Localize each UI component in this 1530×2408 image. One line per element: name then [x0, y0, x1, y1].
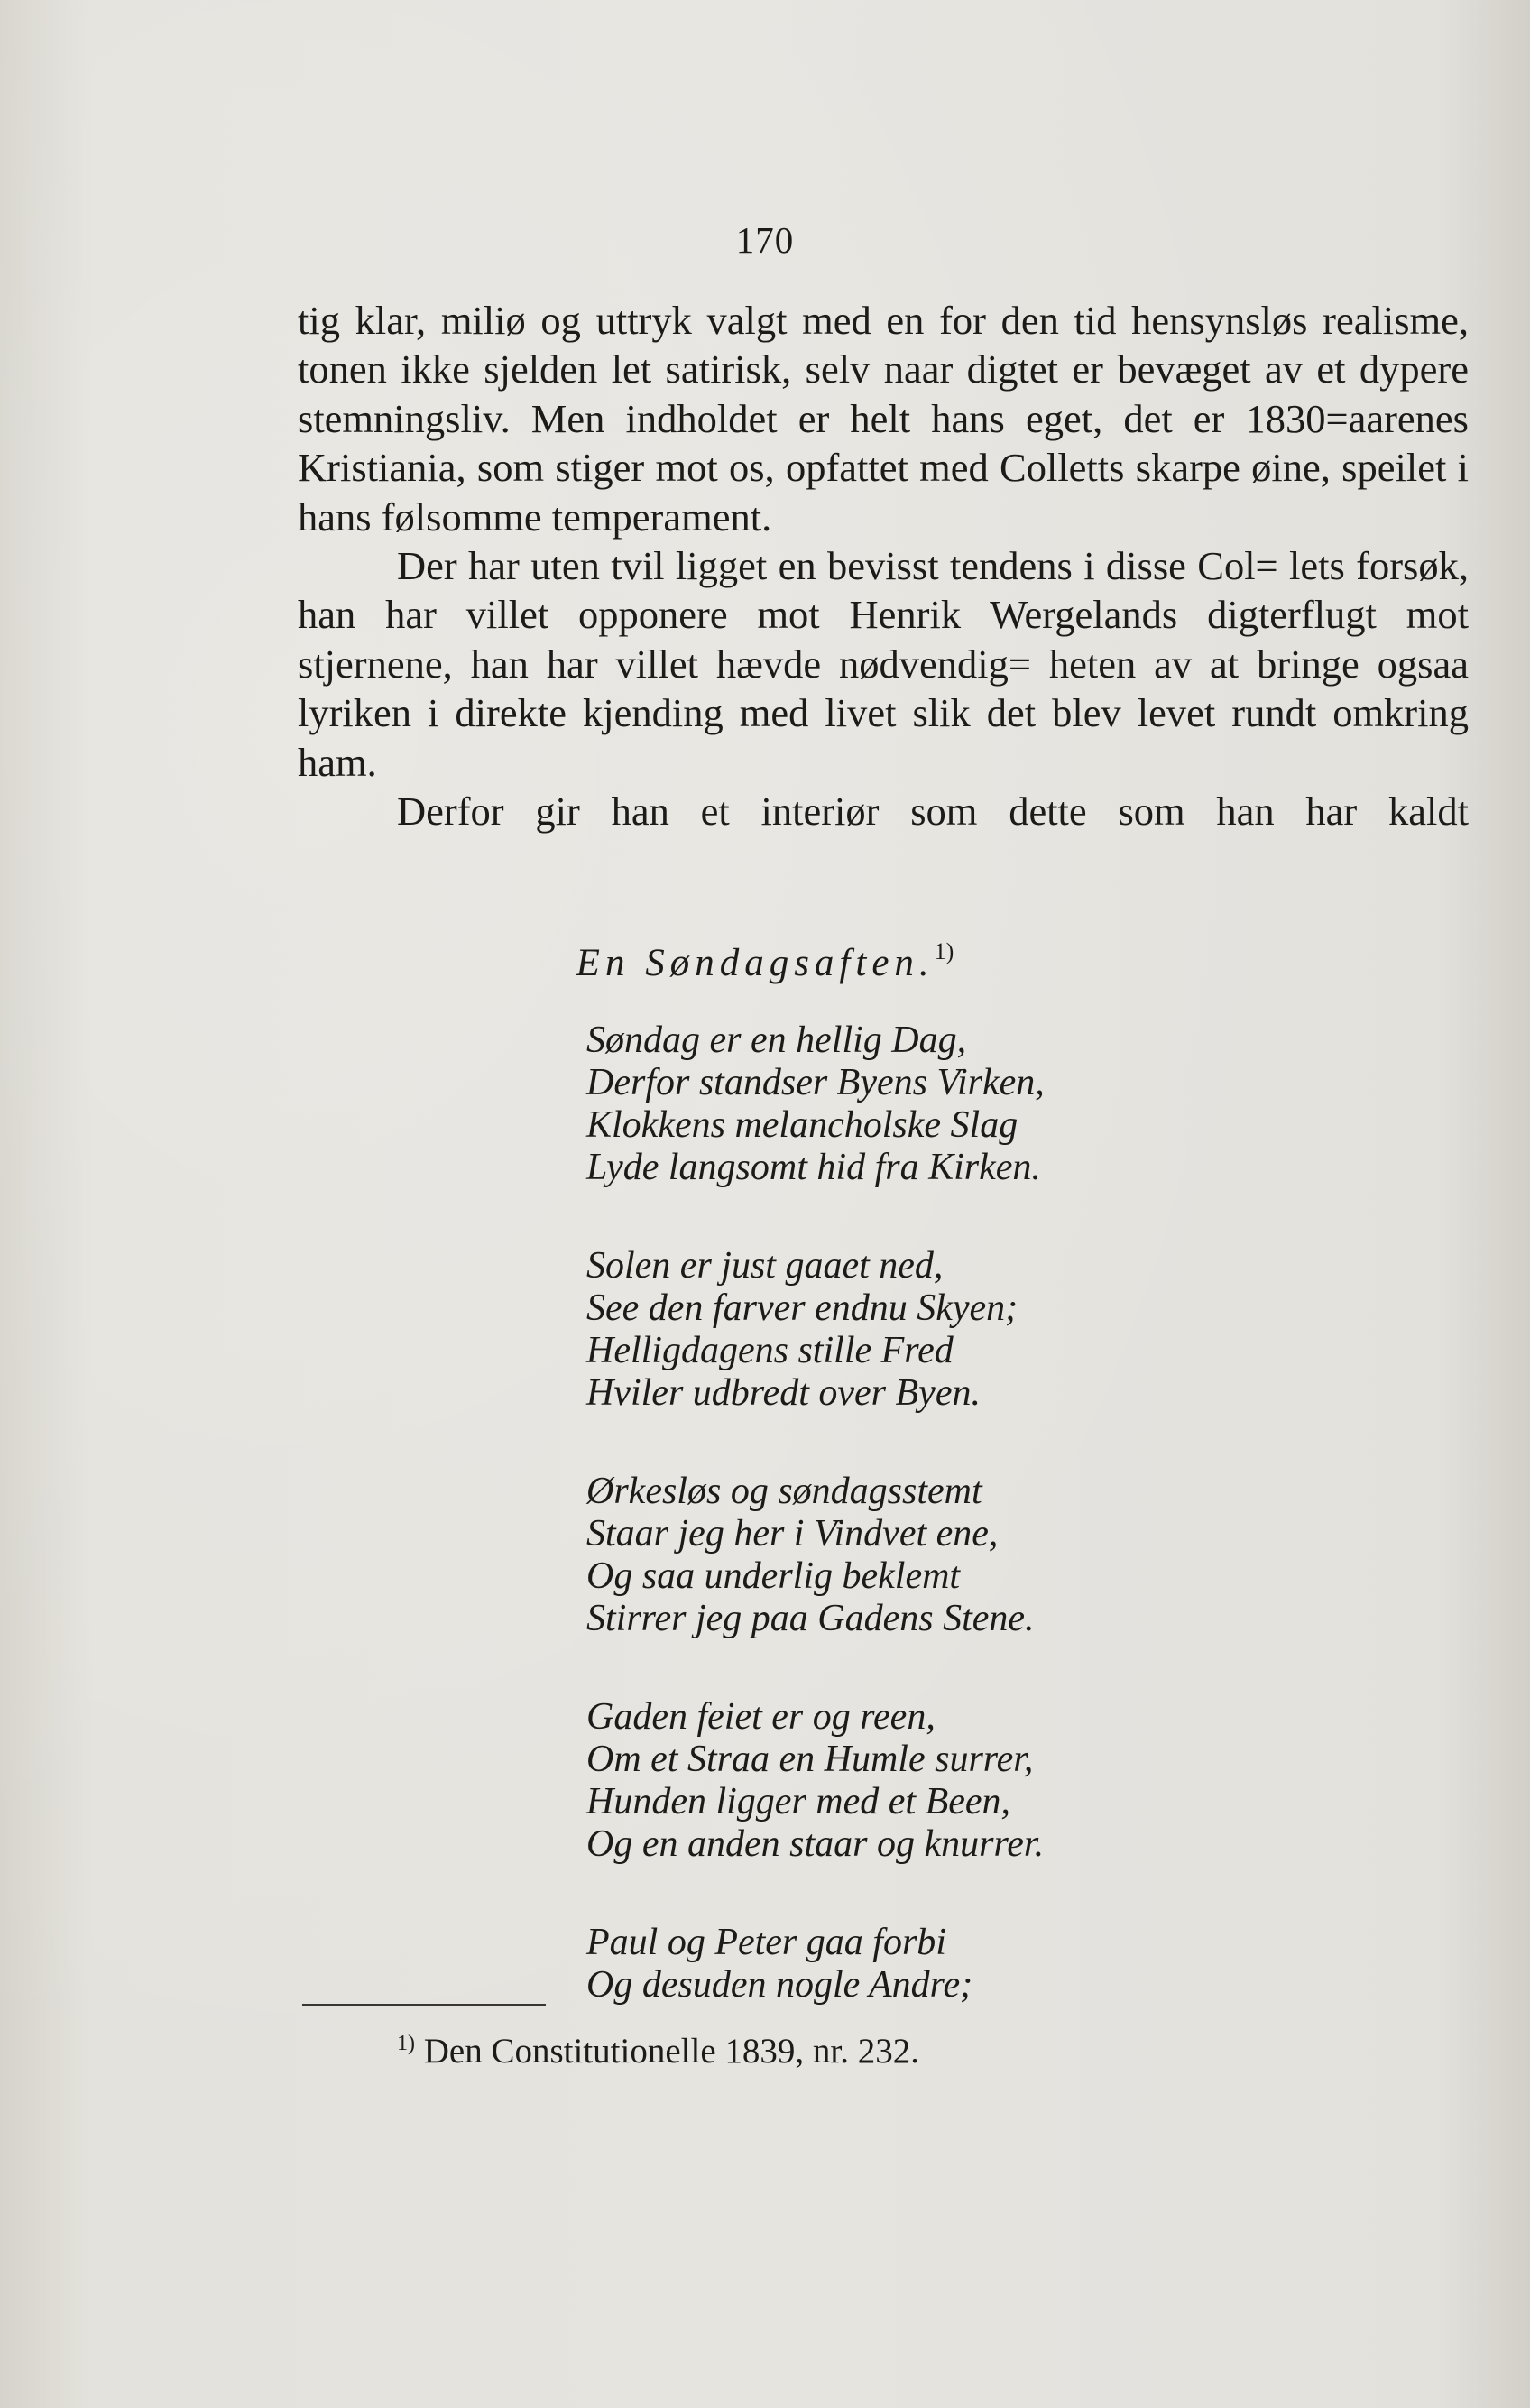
page-number: 170 — [735, 219, 795, 261]
poem-line: Og desuden nogle Andre; — [586, 1964, 973, 2006]
poem-stanza-3 — [586, 1471, 1045, 1640]
poem-line: Derfor standser Byens Virken, — [586, 1062, 1045, 1103]
poem — [586, 1019, 1045, 2062]
poem-line: Hunden ligger med et Been, — [586, 1781, 1011, 1822]
poem-line: Gaden feiet er og reen, — [586, 1696, 936, 1738]
poem-line: Paul og Peter gaa forbi — [586, 1922, 946, 1963]
poem-title-text: En Søndagsaften. — [576, 942, 935, 984]
footnote-text: Den Constitutionelle 1839, nr. 232. — [423, 2032, 919, 2071]
poem-line: Hviler udbredt over Byen. — [586, 1372, 981, 1414]
poem-stanza-1 — [586, 1019, 1045, 1189]
poem-line: Stirrer jeg paa Gadens Stene. — [586, 1598, 1035, 1639]
footnote — [397, 2022, 919, 2073]
poem-line: Og saa underlig beklemt — [586, 1555, 961, 1597]
poem-line: Solen er just gaaet ned, — [586, 1245, 944, 1287]
paragraph-3: Derfor gir han et interiør som dette som han har kaldt — [397, 789, 1469, 835]
footnote-reference: 1) — [934, 938, 954, 964]
poem-stanza-4 — [586, 1696, 1045, 1866]
poem-line: Helligdagens stille Fred — [586, 1330, 954, 1371]
footnote-divider — [302, 2004, 546, 2006]
poem-line: Lyde langsomt hid fra Kirken. — [586, 1147, 1041, 1188]
footnote-mark: 1) — [397, 2032, 415, 2055]
paragraph-1: tig klar, miliø og uttryk valgt med en for den tid hensynsløs realisme, tonen ikke sjelden let satirisk, selv naar digtet er bevæget av et dypere stemningsliv. Men indholdet er helt hans eget, det er 1830=aarenes Kristiania, som stiger mot os, opfattet med Colletts skarpe øine, speilet i hans følsomme temperament. — [298, 298, 1469, 540]
body-text — [298, 296, 1469, 835]
poem-line: Og en anden staar og knurrer. — [586, 1823, 1045, 1865]
poem-line: See den farver endnu Skyen; — [586, 1287, 1018, 1329]
poem-line: Ørkesløs og søndagsstemt — [586, 1471, 982, 1512]
poem-title — [0, 938, 1530, 985]
poem-line: Søndag er en hellig Dag, — [586, 1019, 967, 1061]
poem-line: Klokkens melancholske Slag — [586, 1104, 1018, 1146]
paragraph-2: Der har uten tvil ligget en bevisst tendens i disse Col= lets forsøk, han har villet opponere mot Henrik Wergelands digterflugt mot stjernene, han har villet hævde nødvendig= heten av at bringe ogsaa lyriken i direkte kjending med livet slik det blev levet rundt omkring ham. — [298, 543, 1469, 785]
poem-line: Staar jeg her i Vindvet ene, — [586, 1513, 999, 1555]
poem-stanza-5 — [586, 1922, 1045, 2007]
poem-line: Om et Straa en Humle surrer, — [586, 1739, 1034, 1780]
poem-stanza-2 — [586, 1245, 1045, 1415]
